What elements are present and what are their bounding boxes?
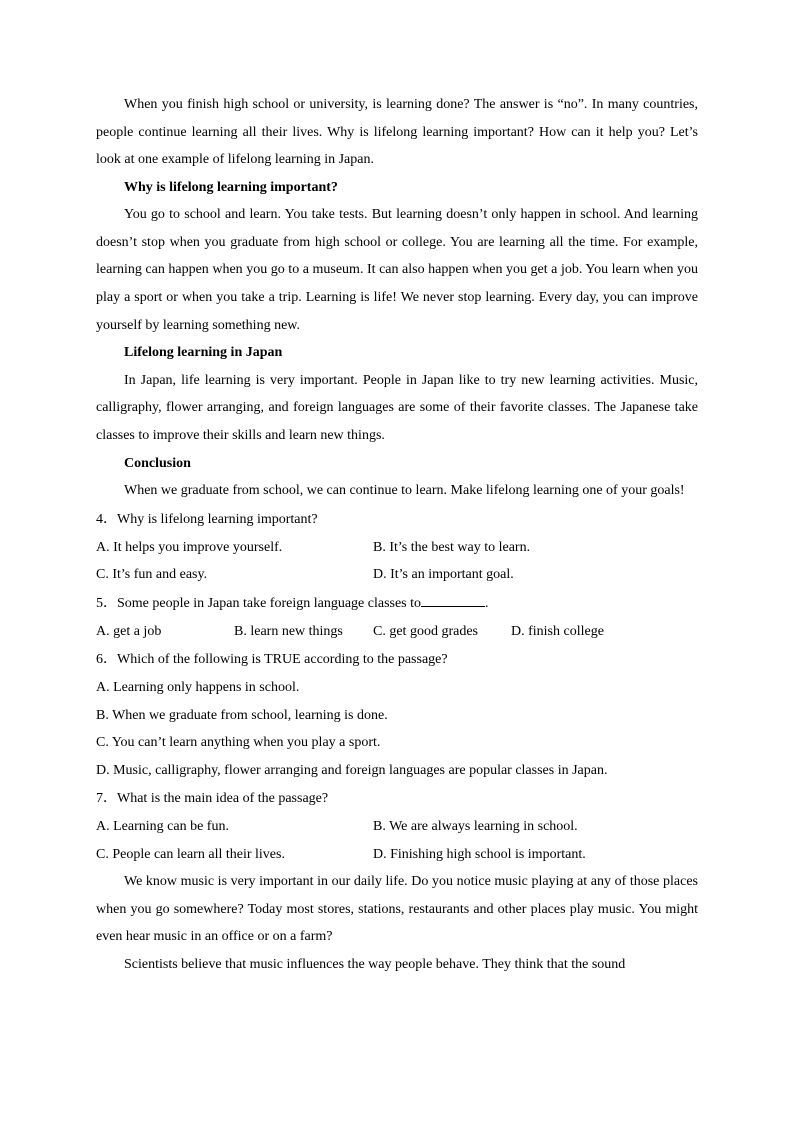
heading-lifelong-japan: Lifelong learning in Japan [124,345,283,361]
question-4-stem: 4．Why is lifelong learning important? [96,511,318,527]
heading-why-lifelong: Why is lifelong learning important? [124,179,338,195]
answer-blank [421,594,485,607]
question-7-option-d: D. Finishing high school is important. [373,846,586,862]
question-6-option-b: B. When we graduate from school, learning is done. [96,707,388,723]
question-6-stem: 6．Which of the following is TRUE according to the passage? [96,652,448,668]
question-6-option-c: C. You can’t learn anything when you play a sport. [96,735,381,751]
question-4-option-c: C. It’s fun and easy. [96,567,208,583]
question-5-option-d: D. finish college [511,623,604,639]
passage1-paragraph-3: When we graduate from school, we can continue to learn. Make lifelong learning one of your goals! [124,483,685,499]
question-4-option-a: A. It helps you improve yourself. [96,539,283,555]
question-5-options [96,618,698,646]
question-6-option-d: D. Music, calligraphy, flower arranging and foreign languages are popular classes in Japan. [96,762,608,778]
document-page [96,91,698,979]
question-5-option-c: C. get good grades [373,623,478,639]
question-7-options-row-1 [96,813,698,841]
passage2-paragraph-2: Scientists believe that music influences the way people behave. They think that the sound [124,956,626,972]
heading-conclusion: Conclusion [124,455,191,471]
question-7-options-row-2 [96,841,698,869]
question-7-option-a: A. Learning can be fun. [96,819,229,835]
question-5-stem-end: . [485,595,489,611]
question-7-option-b: B. We are always learning in school. [373,819,578,835]
question-4-option-b: B. It’s the best way to learn. [373,539,531,555]
question-7-option-c: C. People can learn all their lives. [96,846,285,862]
question-7-stem: 7．What is the main idea of the passage? [96,791,329,807]
question-5-stem [96,589,698,618]
passage1-paragraph-2: In Japan, life learning is very important. People in Japan like to try new learning activities. Music, calligraphy, flower arranging, and foreign languages are some of their favorite classes. The Japanese take classes to improve their skills and learn new things. [96,372,698,443]
question-6-option-a: A. Learning only happens in school. [96,680,300,696]
question-5-option-b: B. learn new things [234,623,343,639]
passage1-intro: When you finish high school or university, is learning done? The answer is “no”. In many countries, people continue learning all their lives. Why is lifelong learning important? How can it help you? Let’s look at one example of lifelong learning in Japan. [96,97,698,168]
question-4-option-d: D. It’s an important goal. [373,567,514,583]
question-5-option-a: A. get a job [96,623,162,639]
passage2-paragraph-1: We know music is very important in our daily life. Do you notice music playing at any of those places when you go somewhere? Today most stores, stations, restaurants and other places play music. You might even hear music in an office or on a farm? [96,874,698,945]
question-4-options-row-1 [96,534,698,562]
passage1-paragraph-1: You go to school and learn. You take tests. But learning doesn’t only happen in school. And learning doesn’t stop when you graduate from high school or college. You are learning all the time. For example, learning can happen when you go to a museum. It can also happen when you get a job. You learn when you play a sport or when you take a trip. Learning is life! We never stop learning. Every day, you can improve yourself by learning something new. [96,207,698,333]
question-4-options-row-2 [96,561,698,589]
question-5-stem-text: 5．Some people in Japan take foreign language classes to [96,595,422,611]
